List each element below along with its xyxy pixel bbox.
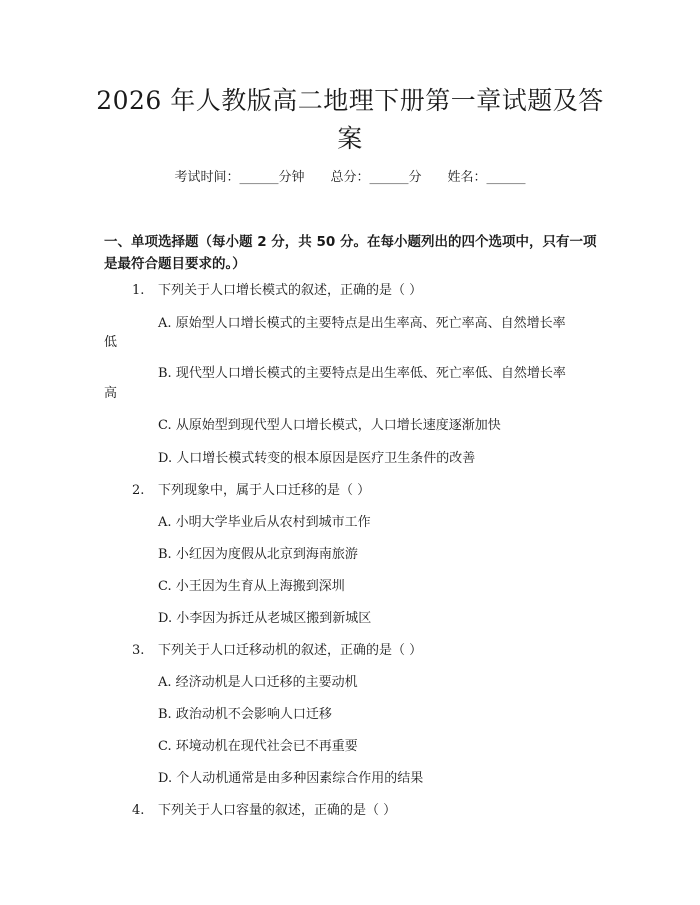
question-number: 1. <box>132 283 145 298</box>
option-continuation: 高 <box>104 386 118 401</box>
option-line: C. 环境动机在现代社会已不再重要 <box>158 739 358 754</box>
section-heading <box>104 231 602 275</box>
question-number: 2. <box>132 483 145 498</box>
option-line: C. 从原始型到现代型人口增长模式，人口增长速度逐渐加快 <box>158 418 501 433</box>
section-heading-line-2: 是最符合题目要求的。） <box>104 256 246 272</box>
question-stem: 下列关于人口增长模式的叙述，正确的是（ ） <box>158 283 423 298</box>
exam-meta <box>0 168 700 188</box>
option-line: A. 小明大学毕业后从农村到城市工作 <box>158 515 371 530</box>
question-number: 3. <box>132 643 145 658</box>
exam-time-field: 考试时间：______分钟 <box>174 170 305 185</box>
option-line: D. 人口增长模式转变的根本原因是医疗卫生条件的改善 <box>158 451 476 466</box>
option-line: C. 小王因为生育从上海搬到深圳 <box>158 579 345 594</box>
option-line: D. 个人动机通常是由多种因素综合作用的结果 <box>158 771 424 786</box>
option-continuation: 低 <box>104 335 118 350</box>
option-line: A. 原始型人口增长模式的主要特点是出生率高、死亡率高、自然增长率 <box>158 316 566 331</box>
option-line: A. 经济动机是人口迁移的主要动机 <box>158 675 358 690</box>
exam-title <box>80 82 620 158</box>
question-stem: 下列关于人口容量的叙述，正确的是（ ） <box>158 803 397 818</box>
option-line: B. 政治动机不会影响人口迁移 <box>158 707 332 722</box>
option-line: B. 现代型人口增长模式的主要特点是出生率低、死亡率低、自然增长率 <box>158 366 566 381</box>
option-line: B. 小红因为度假从北京到海南旅游 <box>158 547 358 562</box>
exam-title-line-2: 案 <box>337 124 363 153</box>
question-stem: 下列关于人口迁移动机的叙述，正确的是（ ） <box>158 643 423 658</box>
exam-title-line-1: 2026 年人教版高二地理下册第一章试题及答 <box>96 86 604 115</box>
question-stem: 下列现象中，属于人口迁移的是（ ） <box>158 483 371 498</box>
student-name-field: 姓名：______ <box>447 170 526 185</box>
total-score-field: 总分：______分 <box>330 170 422 185</box>
question-number: 4. <box>132 803 145 818</box>
section-heading-line-1: 一、单项选择题（每小题 2 分，共 50 分。在每小题列出的四个选项中，只有一项 <box>104 234 597 250</box>
option-line: D. 小李因为拆迁从老城区搬到新城区 <box>158 611 372 626</box>
